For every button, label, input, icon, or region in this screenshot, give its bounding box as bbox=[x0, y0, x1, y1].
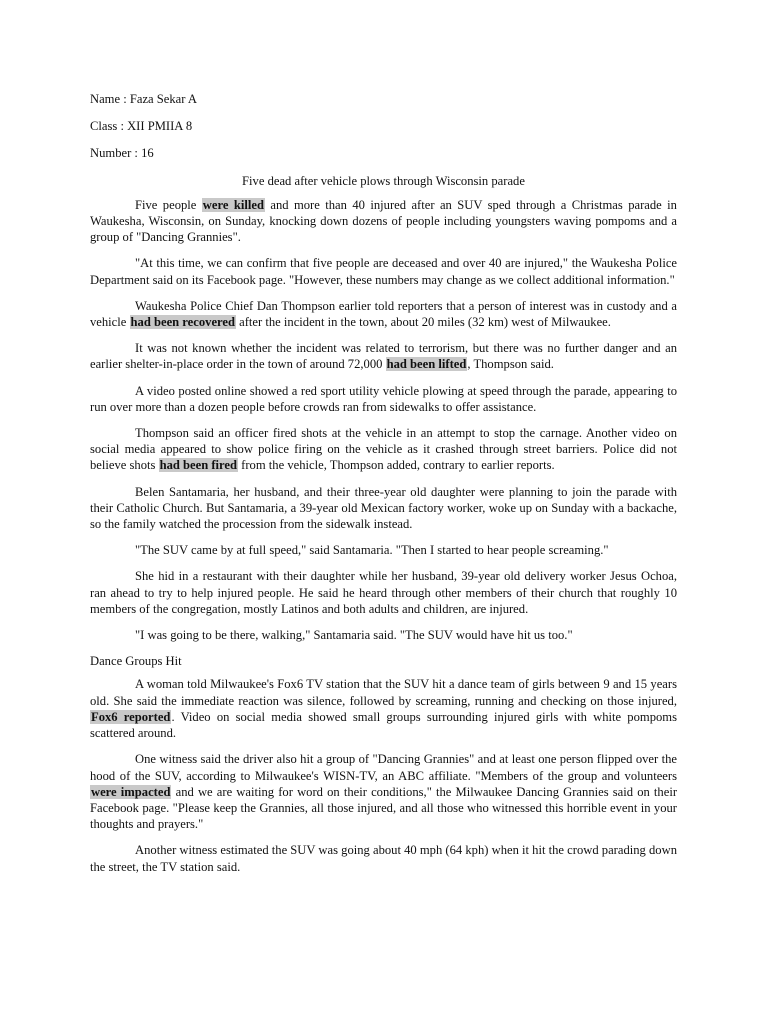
highlighted-phrase: were killed bbox=[202, 197, 264, 212]
text-run: , Thompson said. bbox=[467, 357, 554, 372]
paragraph-4 bbox=[90, 340, 677, 372]
paragraph-10: "I was going to be there, walking," Santamaria said. "The SUV would have hit us too." bbox=[135, 628, 573, 643]
paragraph-9: She hid in a restaurant with their daughter while her husband, 39-year old delivery worker Jesus Ochoa, ran ahead to try to help injured people. He said he heard through other members of their church that roughly 10 members of the congregation, mostly Latinos and both adults and children, are injured. bbox=[90, 569, 677, 616]
highlighted-phrase: were impacted bbox=[91, 784, 171, 799]
text-run: Thompson said an officer fired shots at the vehicle in an attempt to stop the carnage. Another video on social media appeared to show police firing on the vehicle as it crashed through street barriers. Police did not believe shots bbox=[90, 426, 677, 473]
text-run: It was not known whether the incident was related to terrorism, but there was no further danger and an earlier shelter-in-place order in the town of around 72,000 bbox=[90, 341, 677, 372]
highlighted-phrase: had been recovered bbox=[130, 315, 235, 330]
text-run: and we are waiting for word on their conditions," the Milwaukee Dancing Grannies said on their Facebook page. "Please keep the Grannies, all those injured, and all those who witnessed this horrible event in your thoughts and prayers." bbox=[90, 784, 678, 832]
text-run: Waukesha Police Chief Dan Thompson earlier told reporters that a person of interest was in custody and a vehicle bbox=[90, 298, 677, 330]
text-run: Five people bbox=[135, 197, 202, 212]
text-run: A woman told Milwaukee's Fox6 TV station that the SUV hit a dance team of girls between 9 and 15 years old. She said the immediate reaction was silence, followed by screaming, running and checking on those injured, bbox=[90, 677, 677, 708]
student-name: Name : Faza Sekar A bbox=[90, 92, 198, 106]
paragraph-11 bbox=[90, 676, 677, 741]
paragraph-2: "At this time, we can confirm that five people are deceased and over 40 are injured," the Waukesha Police Department said on its Facebook page. "However, these numbers may change as we collect additional information." bbox=[90, 256, 677, 287]
text-run: after the incident in the town, about 20 miles (32 km) west of Milwaukee. bbox=[236, 315, 611, 330]
text-run: One witness said the driver also hit a group of "Dancing Grannies" and at least one person flipped over the hood of the SUV, according to Milwaukee's WISN-TV, an ABC affiliate. "Members of the group and volunteers bbox=[90, 752, 677, 783]
section-heading: Dance Groups Hit bbox=[90, 654, 182, 669]
text-run: and more than 40 injured after an SUV sped through a Christmas parade in Waukesha, Wisconsin, on Sunday, knocking down dozens of people including youngsters waving pompoms and a group of "Dancing Grannies". bbox=[90, 197, 677, 245]
paragraph-6 bbox=[90, 425, 677, 474]
paragraph-1 bbox=[90, 197, 677, 246]
text-run: . Video on social media showed small groups surrounding injured girls with white pompoms scattered around. bbox=[90, 709, 677, 741]
document-page bbox=[90, 91, 677, 885]
text-run: from the vehicle, Thompson added, contrary to earlier reports. bbox=[238, 458, 555, 473]
paragraph-7: Belen Santamaria, her husband, and their three-year old daughter were planning to join the parade with their Catholic Church. But Santamaria, a 39-year old Mexican factory worker, woke up on Sunday with a backache, so the family watched the procession from the sidewalk instead. bbox=[90, 484, 677, 532]
paragraph-3 bbox=[90, 298, 677, 330]
highlighted-phrase: had been fired bbox=[159, 458, 238, 473]
student-class: Class : XII PMIIA 8 bbox=[90, 119, 193, 134]
paragraph-8: "The SUV came by at full speed," said Santamaria. "Then I started to hear people screaming." bbox=[135, 543, 609, 558]
paragraph-5: A video posted online showed a red sport utility vehicle plowing at speed through the parade, appearing to run over more than a dozen people before crowds ran from sidewalks to offer assistance. bbox=[90, 383, 677, 414]
highlighted-phrase: Fox6 reported bbox=[91, 709, 171, 724]
paragraph-13: Another witness estimated the SUV was going about 40 mph (64 kph) when it hit the crowd parading down the street, the TV station said. bbox=[90, 843, 677, 874]
paragraph-12 bbox=[90, 751, 677, 832]
highlighted-phrase: had been lifted bbox=[386, 357, 467, 372]
student-number: Number : 16 bbox=[90, 146, 154, 161]
article-title: Five dead after vehicle plows through Wisconsin parade bbox=[242, 173, 525, 188]
